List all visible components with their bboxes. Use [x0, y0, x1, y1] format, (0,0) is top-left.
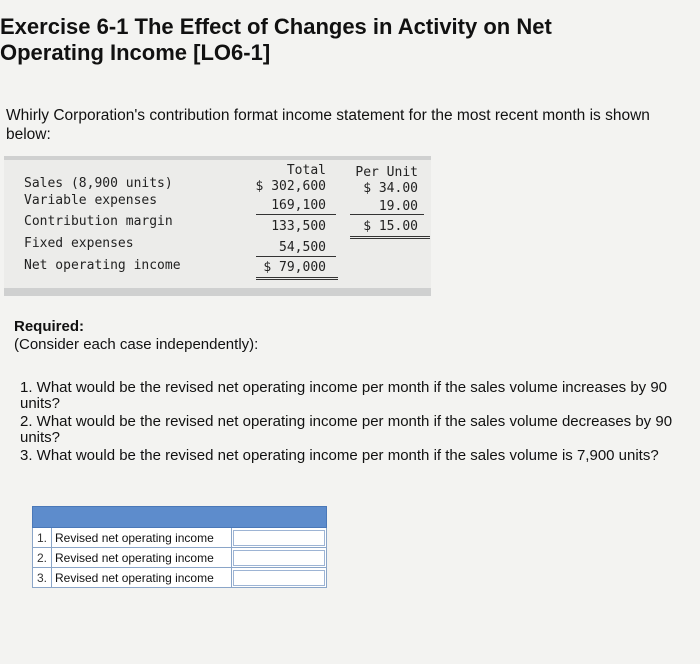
question-3: 3. What would be the revised net operating income per month if the sales volume is 7,900 units?	[20, 447, 659, 464]
row-total-fixed-expenses: 54,500	[279, 240, 326, 255]
answer-table-header	[33, 507, 327, 528]
answer-input-3[interactable]	[233, 570, 325, 586]
question-2: 2. What would be the revised net operating income per month if the sales volume decreases by 90 units?	[20, 413, 673, 446]
answer-input-1[interactable]	[233, 530, 325, 546]
question-list	[20, 380, 680, 466]
row-total-net-operating-income: $ 79,000	[263, 260, 326, 275]
row-per-unit-sales: $ 34.00	[363, 181, 418, 196]
rule-total-double	[256, 277, 338, 280]
row-total-contribution-margin: 133,500	[271, 219, 326, 234]
row-per-unit-variable-expenses: 19.00	[378, 199, 418, 214]
statement-bottom-band	[4, 288, 431, 296]
answer-row	[33, 568, 327, 588]
income-statement	[4, 156, 431, 296]
answer-row-number: 3.	[33, 568, 52, 588]
required-note: (Consider each case independently):	[14, 336, 259, 353]
row-label-fixed-expenses: Fixed expenses	[24, 236, 134, 251]
answer-table	[32, 506, 327, 588]
answer-row-label: Revised net operating income	[52, 568, 232, 588]
answer-row-number: 2.	[33, 548, 52, 568]
rule-per-unit-double	[350, 236, 430, 239]
exercise-title: Exercise 6-1 The Effect of Changes in Activity on Net Operating Income [LO6-1]	[0, 14, 552, 65]
intro-text: Whirly Corporation's contribution format income statement for the most recent month is shown below:	[6, 107, 650, 143]
row-label-variable-expenses: Variable expenses	[24, 193, 158, 208]
row-label-contribution-margin: Contribution margin	[24, 214, 173, 229]
answer-input-2[interactable]	[233, 550, 325, 566]
row-total-sales: $ 302,600	[255, 179, 326, 194]
answer-row-label: Revised net operating income	[52, 528, 232, 548]
required-title: Required:	[14, 318, 85, 335]
answer-row	[33, 548, 327, 568]
row-total-variable-expenses: 169,100	[271, 198, 326, 213]
rule-per-unit-subtotal	[350, 214, 424, 215]
row-per-unit-contribution-margin: $ 15.00	[363, 219, 418, 234]
row-label-net-operating-income: Net operating income	[24, 258, 181, 273]
header-total: Total	[286, 163, 326, 178]
header-per-unit: Per Unit	[355, 165, 418, 180]
answer-row-label: Revised net operating income	[52, 548, 232, 568]
question-1: 1. What would be the revised net operating income per month if the sales volume increases by 90 units?	[20, 379, 668, 412]
statement-top-band	[4, 156, 431, 160]
answer-row-number: 1.	[33, 528, 52, 548]
answer-row	[33, 528, 327, 548]
rule-total-subtotal	[256, 214, 336, 215]
rule-total-before-noi	[256, 256, 336, 257]
required-section	[14, 318, 258, 354]
row-label-sales: Sales (8,900 units)	[24, 176, 173, 191]
